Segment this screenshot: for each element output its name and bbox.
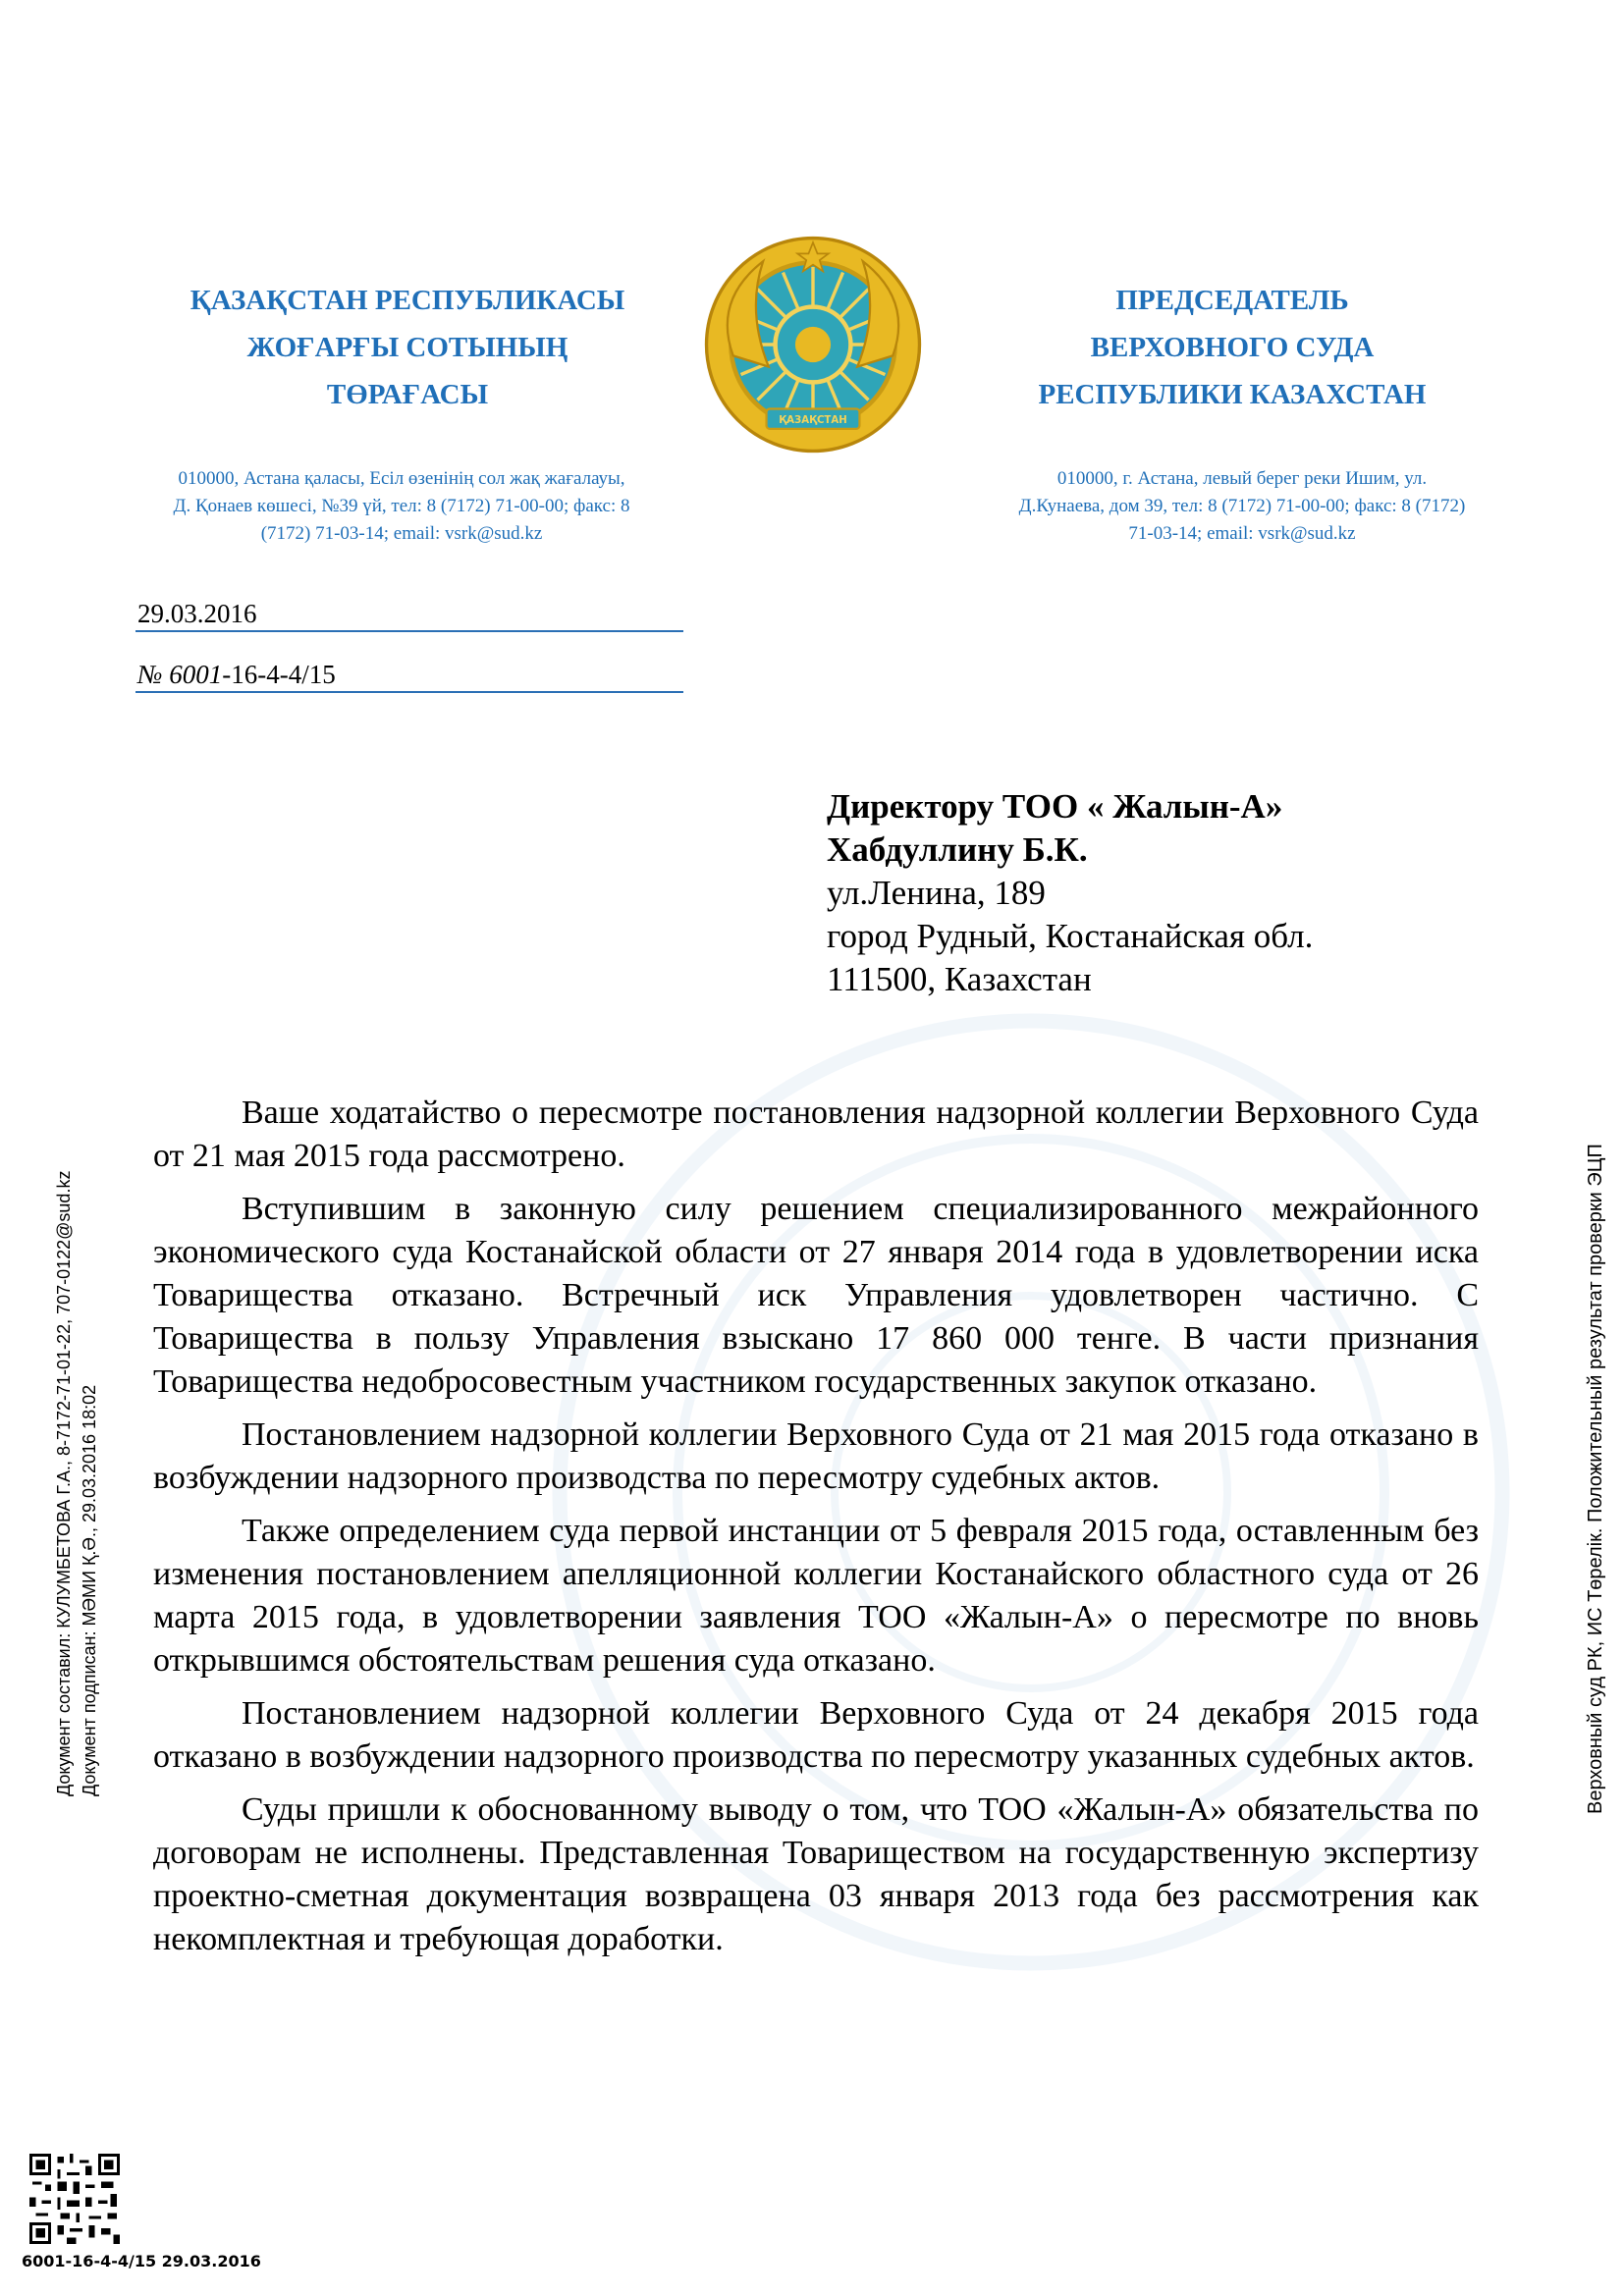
footer-document-id: 6001-16-4-4/15 29.03.2016: [22, 2252, 261, 2270]
org-title-kazakh: [118, 277, 697, 418]
org-title-russian-line: ПРЕДСЕДАТЕЛЬ: [1115, 285, 1349, 316]
org-title-kazakh-line: ҚАЗАҚСТАН РЕСПУБЛИКАСЫ: [189, 285, 625, 316]
address-line: 71-03-14; email: vsrk@sud.kz: [1128, 523, 1356, 544]
state-emblem-icon: [702, 234, 924, 455]
document-number: [135, 658, 683, 693]
address-line: Д.Кунаева, дом 39, тел: 8 (7172) 71-00-00; факс: 8 (7172): [1018, 496, 1466, 516]
addressee-name: Хабдуллину Б.К.: [827, 830, 1088, 869]
emblem-caption: ҚАЗАҚСТАН: [779, 415, 847, 427]
addressee-postcode: 111500, Казахстан: [827, 960, 1092, 998]
address-line: Д. Қонаев көшесі, №39 үй, тел: 8 (7172) 71-00-00; факс: 8: [173, 496, 630, 516]
document-date: 29.03.2016: [135, 597, 683, 632]
org-title-kazakh-line: ТӨРАҒАСЫ: [326, 379, 489, 410]
org-title-kazakh-line: ЖОҒАРҒЫ СОТЫНЫҢ: [246, 332, 568, 363]
number-italic: 6001: [169, 660, 223, 689]
number-prefix: №: [137, 660, 170, 689]
body-paragraph: Ваше ходатайство о пересмотре постановления надзорной коллегии Верховного Суда от 21 мая 2015 года рассмотрено.: [153, 1095, 1479, 1174]
org-address-kazakh: [126, 465, 677, 548]
side-stamp-verification: Верховный суд РК, ИС Төрелік. Положительный результат проверки ЭЦП: [1585, 1144, 1606, 1814]
number-suffix: -16-4-4/15: [222, 660, 336, 689]
org-title-russian: [943, 277, 1522, 418]
address-line: 010000, г. Астана, левый берег реки Ишим, ул.: [1056, 468, 1428, 489]
qr-code-icon: [29, 2154, 120, 2244]
org-title-russian-line: ВЕРХОВНОГО СУДА: [1090, 332, 1375, 363]
body-paragraph: Постановлением надзорной коллегии Верховного Суда от 24 декабря 2015 года отказано в возбуждении надзорного производства по пересмотру указанных судебных актов.: [153, 1695, 1479, 1775]
addressee-city: город Рудный, Костанайская обл.: [827, 917, 1314, 955]
addressee-title: Директору ТОО « Жалын-А»: [827, 787, 1283, 826]
letter-body: [153, 1092, 1479, 1971]
side-stamp-author: [51, 1171, 102, 1796]
address-line: (7172) 71-03-14; email: vsrk@sud.kz: [260, 523, 543, 544]
address-line: 010000, Астана қаласы, Есіл өзенінің сол жақ жағалауы,: [178, 468, 625, 489]
body-paragraph: Также определением суда первой инстанции от 5 февраля 2015 года, оставленным без изменения постановлением апелляционной коллегии Костанайского областного суда от 26 марта 2015 года, в удовлетворении заявления ТОО «Жалын-А» о пересмотре по вновь открывшимся обстоятельствам решения суда отказано.: [153, 1513, 1479, 1679]
side-stamp-line: Документ составил: КУЛУМБЕТОВА Г.А., 8-7172-71-01-22, 707-0122@sud.kz: [54, 1170, 74, 1796]
body-paragraph: Суды пришли к обоснованному выводу о том, что ТОО «Жалын-А» обязательства по договорам не исполнены. Представленная Товариществом на государственную экспертизу проектно-сметная документация возвращена 03 января 2013 года без рассмотрения как некомплектная и требующая доработки.: [153, 1791, 1479, 1957]
body-paragraph: Вступившим в законную силу решением специализированного межрайонного экономического суда Костанайской области от 27 января 2014 года в удовлетворении иска Товарищества отказано. Встречный иск Управления удовлетворен частично. С Товарищества в пользу Управления взыскано 17 860 000 тенге. В части признания Товарищества недобросовестным участником государственных закупок отказано.: [153, 1191, 1479, 1400]
addressee-block: [827, 785, 1514, 1001]
org-address-russian: [957, 465, 1527, 548]
org-title-russian-line: РЕСПУБЛИКИ КАЗАХСТАН: [1038, 379, 1427, 410]
body-paragraph: Постановлением надзорной коллегии Верховного Суда от 21 мая 2015 года отказано в возбуждении надзорного производства по пересмотру судебных актов.: [153, 1416, 1479, 1496]
addressee-street: ул.Ленина, 189: [827, 874, 1046, 912]
side-stamp-line: Документ подписан: МӘМИ Қ.Ә., 29.03.2016 18:02: [80, 1384, 99, 1796]
